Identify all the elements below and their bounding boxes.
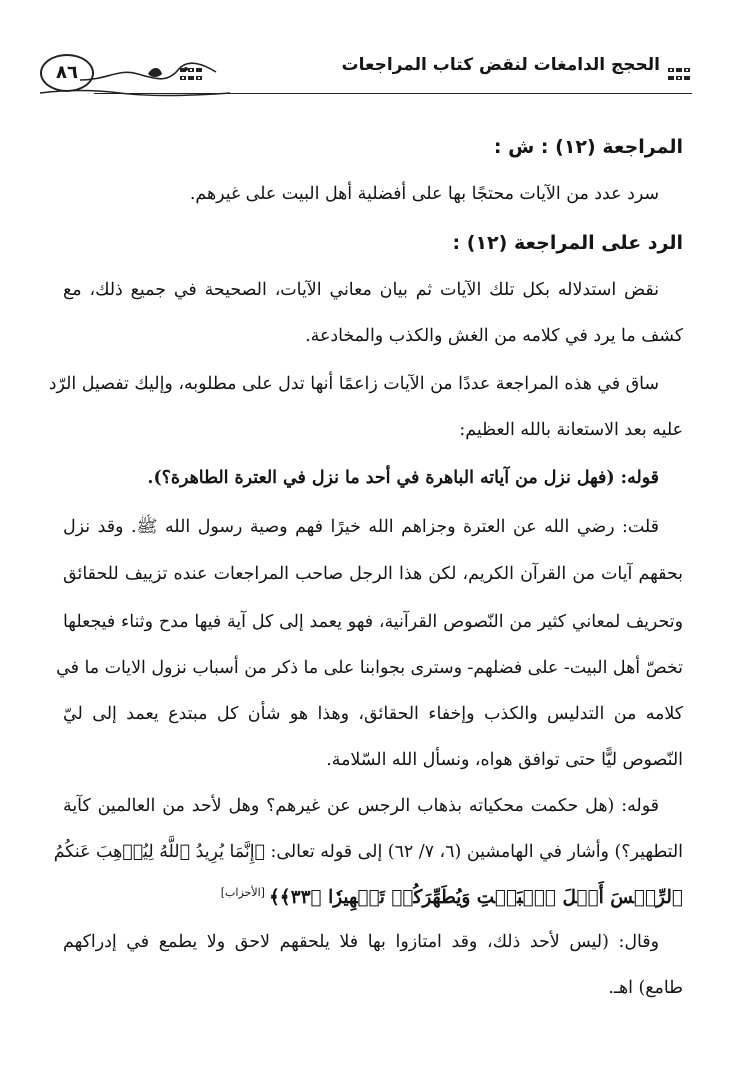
page-number: ٨٦ xyxy=(40,54,94,92)
text-line: كلامه من التدليس والكذب وإخفاء الحقائق، وهذا هو شأن كل مبتدع يعمد إلى ليّ xyxy=(63,704,683,724)
text-line: نقض استدلاله بكل تلك الآيات ثم بيان معاني الآيات، الصحيحة في جميع ذلك، مع xyxy=(63,280,659,300)
quote-line: قوله: (فهل نزل من آياته الباهرة في أحد ما نزل في العترة الطاهرة؟). xyxy=(147,468,659,488)
rule-ornament-icon xyxy=(40,88,230,98)
text-line: وتحريف لمعاني كثير من النّصوص القرآنية، فهو يعمد إلى كل آية فيها مدح وثناء فيجعلها xyxy=(63,612,683,632)
text-line: طامع) اهـ. xyxy=(608,978,683,998)
text-line: النّصوص ليًّا حتى توافق هواه، ونسأل الله السّلامة. xyxy=(326,750,683,770)
surah-reference: [الأحزاب] xyxy=(220,886,265,899)
ornament-knot-icon xyxy=(666,64,692,84)
text-line: ساق في هذه المراجعة عددًا من الآيات زاعمًا أنها تدل على مطلوبه، وإليك تفصيل الرّد xyxy=(48,374,659,394)
text-line: وقال: (ليس لأحد ذلك، وقد امتازوا بها فلا يلحقهم لاحق ولا يطمع في إدراكهم xyxy=(63,932,659,952)
text-line: بحقهم آيات من القرآن الكريم، لكن هذا الرجل صاحب المراجعات عنده تزييف للحقائق xyxy=(63,564,683,584)
quran-verse: ٱلرِّجۡسَ أَهۡلَ ٱلۡبَيۡتِ وَيُطَهِّرَكُمۡ تَطۡهِيرٗا ﴿٣٣﴾﴾ xyxy=(268,886,683,908)
quran-verse-line xyxy=(63,886,683,908)
section-heading-murajaa: المراجعة (١٢) : ش : xyxy=(493,136,683,158)
text-line: التطهير؟) وأشار في الهامشين (٦، ٧/ ٦٢) إلى قوله تعالى: ﴿إِنَّمَا يُرِيدُ ٱللَّهُ لِيُذۡهِبَ عَنكُمُ xyxy=(53,842,683,862)
header-flourish-icon xyxy=(78,58,218,88)
text-line: عليه بعد الاستعانة بالله العظيم: xyxy=(459,420,683,440)
section-heading-reply: الرد على المراجعة (١٢) : xyxy=(452,232,683,254)
page-header xyxy=(40,52,692,96)
text-line: قوله: (هل حكمت محكياته بذهاب الرجس عن غيرهم؟ وهل لأحد من العالمين كآية xyxy=(63,796,659,816)
running-header-title: الحجج الدامغات لنقض كتاب المراجعات xyxy=(341,55,660,75)
text-line: سرد عدد من الآيات محتجًا بها على أفضلية أهل البيت على غيرهم. xyxy=(189,184,659,204)
text-line: كشف ما يرد في كلامه من الغش والكذب والمخادعة. xyxy=(305,326,683,346)
text-line: تخصّ أهل البيت- على فضلهم- وسترى بجوابنا على ما ذكر من أسباب نزول الايات ما في xyxy=(56,658,683,678)
text-line: قلت: رضي الله عن العترة وجزاهم الله خيرًا فهم وصية رسول الله ﷺ. وقد نزل xyxy=(63,517,659,537)
